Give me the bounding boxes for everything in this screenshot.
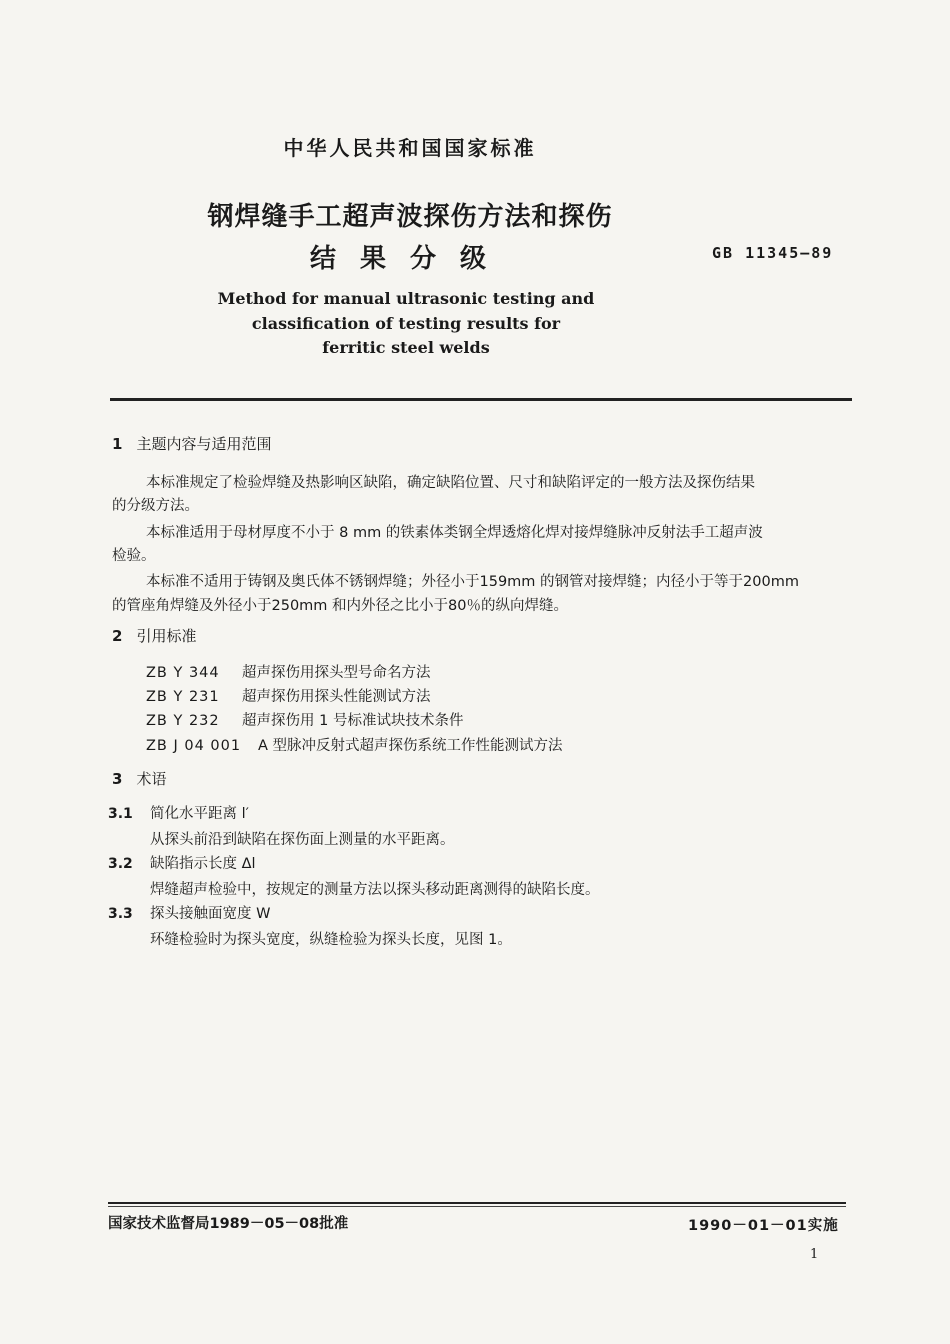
section-number: 1	[112, 435, 123, 453]
section-1-heading	[112, 433, 271, 454]
reference-item	[146, 661, 431, 682]
s1-para1-line2: 的分级方法。	[112, 498, 199, 514]
term-3-3	[108, 902, 270, 927]
reference-code: ZB J 04 001	[146, 738, 242, 754]
reference-code: ZB Y 232	[146, 713, 220, 729]
s1-para3-line2: 的管座角焊缝及外径小于250mm 和内外径之比小于80％的纵向焊缝。	[112, 598, 568, 614]
term-name: 缺陷指示长度 Δl	[150, 856, 256, 872]
chinese-title-line2: 结果分级	[309, 244, 510, 274]
section-title: 主题内容与适用范围	[136, 435, 272, 453]
term-3-1-definition: 从探头前沿到缺陷在探伤面上测量的水平距离。	[150, 832, 455, 848]
s1-para3-line1: 本标准不适用于铸钢及奥氏体不锈钢焊缝；外径小于159mm 的钢管对接焊缝；内径小于等于200mm	[146, 574, 799, 590]
term-name: 探头接触面宽度 W	[150, 906, 271, 922]
english-title-line3: ferritic steel welds	[322, 338, 490, 357]
english-title-line2: classification of testing results for	[251, 314, 561, 333]
header-divider	[110, 398, 852, 401]
reference-title: 超声探伤用 1 号标准试块技术条件	[242, 713, 464, 729]
section-2-heading	[112, 625, 196, 646]
section-number: 2	[112, 627, 123, 645]
chinese-title-line1: 钢焊缝手工超声波探伤方法和探伤	[207, 202, 613, 232]
term-3-2-definition: 焊缝超声检验中，按规定的测量方法以探头移动距离测得的缺陷长度。	[150, 882, 600, 898]
footer-divider	[108, 1202, 846, 1204]
reference-item	[146, 709, 463, 730]
term-number: 3.1	[108, 806, 133, 822]
reference-code: ZB Y 344	[146, 665, 220, 681]
reference-item	[146, 685, 431, 706]
footer-divider-thin	[108, 1206, 846, 1207]
reference-title: A 型脉冲反射式超声探伤系统工作性能测试方法	[258, 738, 563, 754]
approval-date: 国家技术监督局1989－05－08批准	[108, 1216, 349, 1232]
reference-title: 超声探伤用探头型号命名方法	[242, 665, 431, 681]
s1-para2-line1: 本标准适用于母材厚度不小于 8 mm 的铁素体类钢全焊透熔化焊对接焊缝脉冲反射法手工超声波	[146, 525, 763, 541]
page-number: 1	[810, 1247, 819, 1262]
term-3-2	[108, 852, 256, 877]
reference-code: ZB Y 231	[146, 689, 220, 705]
reference-item	[146, 734, 563, 755]
term-number: 3.2	[108, 856, 133, 872]
standard-number: GB 11345—89	[712, 244, 834, 262]
s1-para1-line1: 本标准规定了检验焊缝及热影响区缺陷，确定缺陷位置、尺寸和缺陷评定的一般方法及探伤结果	[146, 475, 755, 491]
s1-para2-line2: 检验。	[112, 548, 156, 564]
section-title: 引用标准	[136, 627, 197, 645]
term-name: 简化水平距离 l′	[150, 806, 249, 822]
reference-title: 超声探伤用探头性能测试方法	[242, 689, 431, 705]
section-3-heading	[112, 768, 166, 789]
section-number: 3	[112, 770, 123, 788]
term-number: 3.3	[108, 906, 133, 922]
english-title-line1: Method for manual ultrasonic testing and	[217, 289, 595, 308]
term-3-3-definition: 环缝检验时为探头宽度，纵缝检验为探头长度，见图 1。	[150, 932, 512, 948]
effective-date: 1990－01－01实施	[688, 1218, 839, 1234]
term-3-1	[108, 802, 249, 827]
national-standard-heading: 中华人民共和国国家标准	[283, 136, 537, 160]
section-title: 术语	[136, 770, 167, 788]
